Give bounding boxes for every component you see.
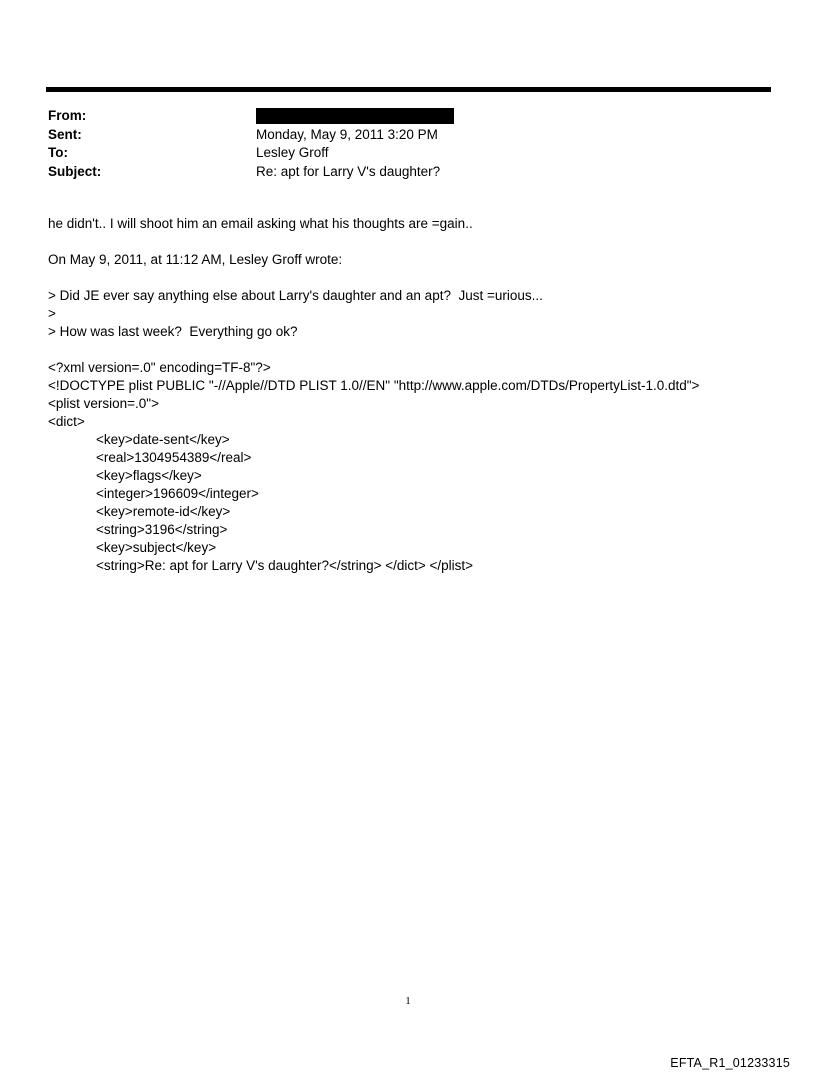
quoted-line: > How was last week? Everything go ok? bbox=[48, 324, 298, 339]
sent-value: Monday, May 9, 2011 3:20 PM bbox=[256, 126, 438, 142]
redaction-box bbox=[256, 108, 454, 124]
blank-line bbox=[48, 269, 788, 287]
quoted-line: > Did JE ever say anything else about Larry's daughter and an apt? Just =urious... bbox=[48, 288, 543, 303]
page-number: 1 bbox=[405, 995, 411, 1007]
xml-line: <plist version=.0"> bbox=[48, 396, 159, 411]
xml-line: <dict> bbox=[48, 414, 85, 429]
header-divider bbox=[46, 87, 771, 92]
from-label: From: bbox=[48, 108, 87, 123]
blank-line bbox=[48, 233, 788, 251]
to-row bbox=[48, 144, 768, 163]
quoted-line: > bbox=[48, 306, 56, 321]
subject-label: Subject: bbox=[48, 163, 102, 179]
blank-line bbox=[48, 341, 788, 359]
xml-line: <?xml version=.0" encoding=TF-8"?> bbox=[48, 360, 271, 375]
subject-value: Re: apt for Larry V's daughter? bbox=[256, 163, 441, 179]
subject-row bbox=[48, 163, 768, 182]
to-label: To: bbox=[48, 145, 68, 160]
xml-line: <key>date-sent</key> bbox=[96, 432, 230, 447]
body-line: he didn't.. I will shoot him an email asking what his thoughts are =gain.. bbox=[48, 216, 473, 231]
sent-row bbox=[48, 126, 768, 145]
xml-line: <key>remote-id</key> bbox=[96, 504, 231, 519]
reply-attribution: On May 9, 2011, at 11:12 AM, Lesley Groff wrote: bbox=[48, 252, 343, 267]
xml-line: <key>subject</key> bbox=[96, 540, 217, 555]
sent-label: Sent: bbox=[48, 126, 82, 142]
xml-line: <!DOCTYPE plist PUBLIC "-//Apple//DTD PLIST 1.0//EN" "http://www.apple.com/DTDs/PropertyList-1.0.dtd"> bbox=[48, 378, 700, 393]
xml-line: <real>1304954389</real> bbox=[96, 450, 252, 465]
email-header bbox=[48, 107, 768, 181]
xml-line: <key>flags</key> bbox=[96, 468, 202, 483]
to-value: Lesley Groff bbox=[256, 145, 329, 160]
xml-line: <string>3196</string> bbox=[96, 522, 228, 537]
email-body bbox=[48, 215, 788, 575]
document-id: EFTA_R1_01233315 bbox=[670, 1056, 790, 1070]
from-row bbox=[48, 107, 768, 126]
xml-line: <integer>196609</integer> bbox=[96, 486, 259, 501]
xml-line: <string>Re: apt for Larry V's daughter?</string> </dict> </plist> bbox=[96, 558, 474, 573]
